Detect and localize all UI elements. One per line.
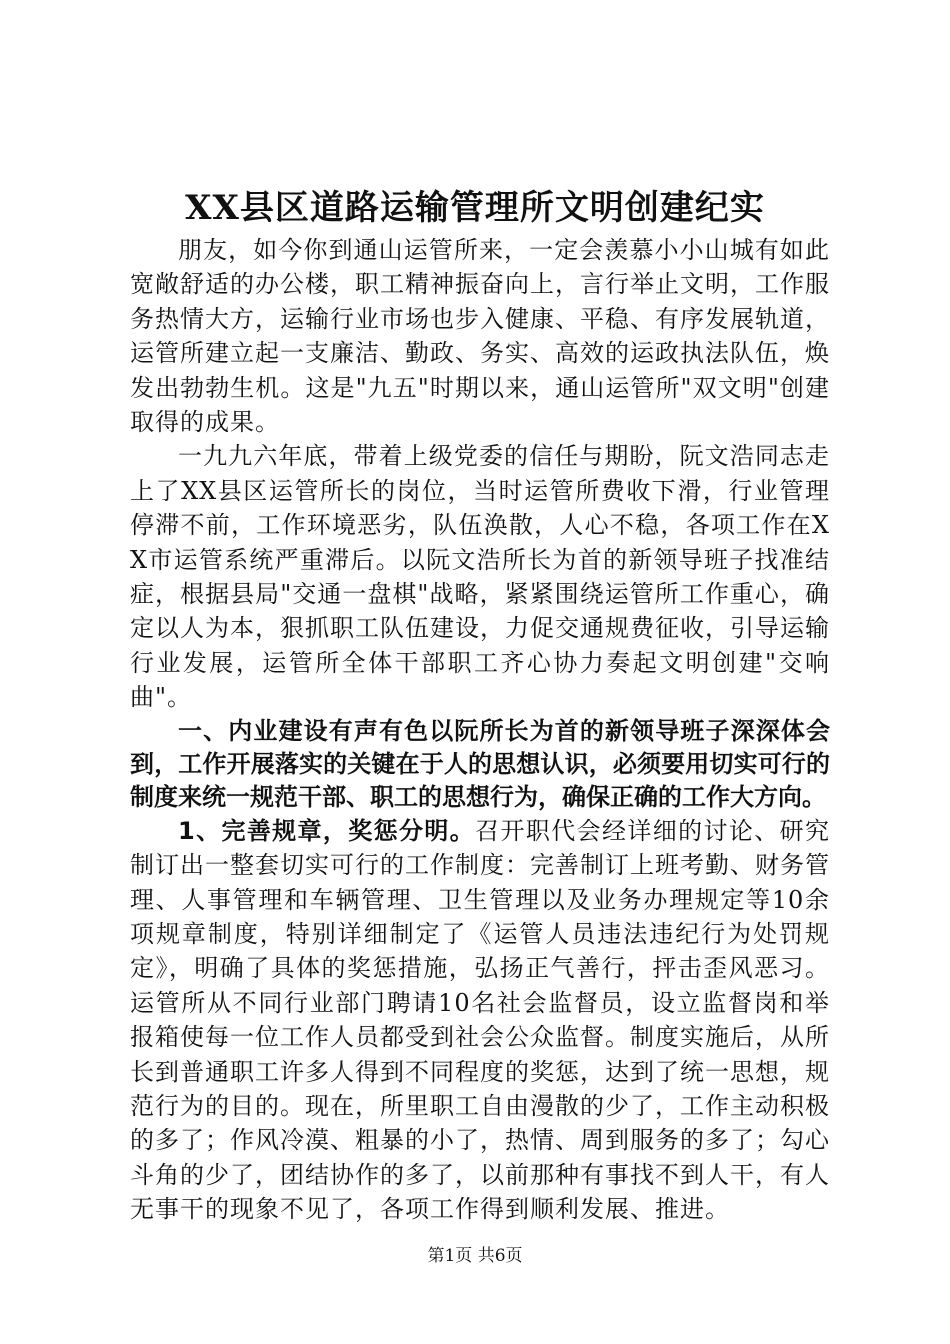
section-1-text: 召开职代会经详细的讨论、研究制订出一整套切实可行的工作制度：完善制订上班考勤、财务管理、人事管理和车辆管理、卫生管理以及业务办理规定等10余项规章制度，特别详细制定了《运管人员违法违纪行为处罚规定》，明确了具体的奖惩措施，弘扬正气善行，抨击歪风恶习。运管所从不同行业部门聘请10名社会监督员，设立监督岗和举报箱使每一位工作人员都受到社会公众监督。制度实施后，从所长到普通职工许多人得到不同程度的奖惩，达到了统一思想，规范行为的目的。现在，所里职工自由漫散的少了，工作主动积极的多了；作风冷漠、粗暴的小了，热情、周到服务的多了；勾心斗角的少了，团结协作的多了，以前那种有事找不到人干，有人无事干的现象不见了，各项工作得到顺利发展、推进。 bbox=[130, 816, 831, 1224]
section-1-lead: 1、完善规章，奖惩分明。 bbox=[178, 816, 476, 845]
document-body bbox=[130, 233, 830, 1227]
page-number: 第1页 共6页 bbox=[427, 1246, 523, 1266]
paragraph-background: 一九九六年底，带着上级党委的信任与期盼，阮文浩同志走上了XX县区运管所长的岗位，当时运管所费收下滑，行业管理停滞不前，工作环境恶劣，队伍涣散，人心不稳，各项工作在XX市运管系统严重滞后。以阮文浩所长为首的新领导班子找准结症，根据县局"交通一盘棋"战略，紧紧围绕运管所工作重心，确定以人为本，狠抓职工队伍建设，力促交通规费征收，引导运输行业发展，运管所全体干部职工齐心协力奏起文明创建"交响曲"。 bbox=[130, 442, 830, 712]
document-title: XX县区道路运输管理所文明创建纪实 bbox=[185, 188, 765, 228]
section-heading: 一、内业建设有声有色以阮所长为首的新领导班子深深体会到，工作开展落实的关键在于人的思想认识，必须要用切实可行的制度来统一规范干部、职工的思想行为，确保正确的工作大方向。 bbox=[130, 716, 830, 811]
paragraph-section-1 bbox=[130, 814, 830, 1227]
paragraph-intro: 朋友，如今你到通山运管所来，一定会羡慕小小山城有如此宽敞舒适的办公楼，职工精神振奋向上，言行举止文明，工作服务热情大方，运输行业市场也步入健康、平稳、有序发展轨道，运管所建立起一支廉洁、勤政、务实、高效的运政执法队伍，焕发出勃勃生机。这是"九五"时期以来，通山运管所"双文明"创建取得的成果。 bbox=[130, 236, 830, 437]
